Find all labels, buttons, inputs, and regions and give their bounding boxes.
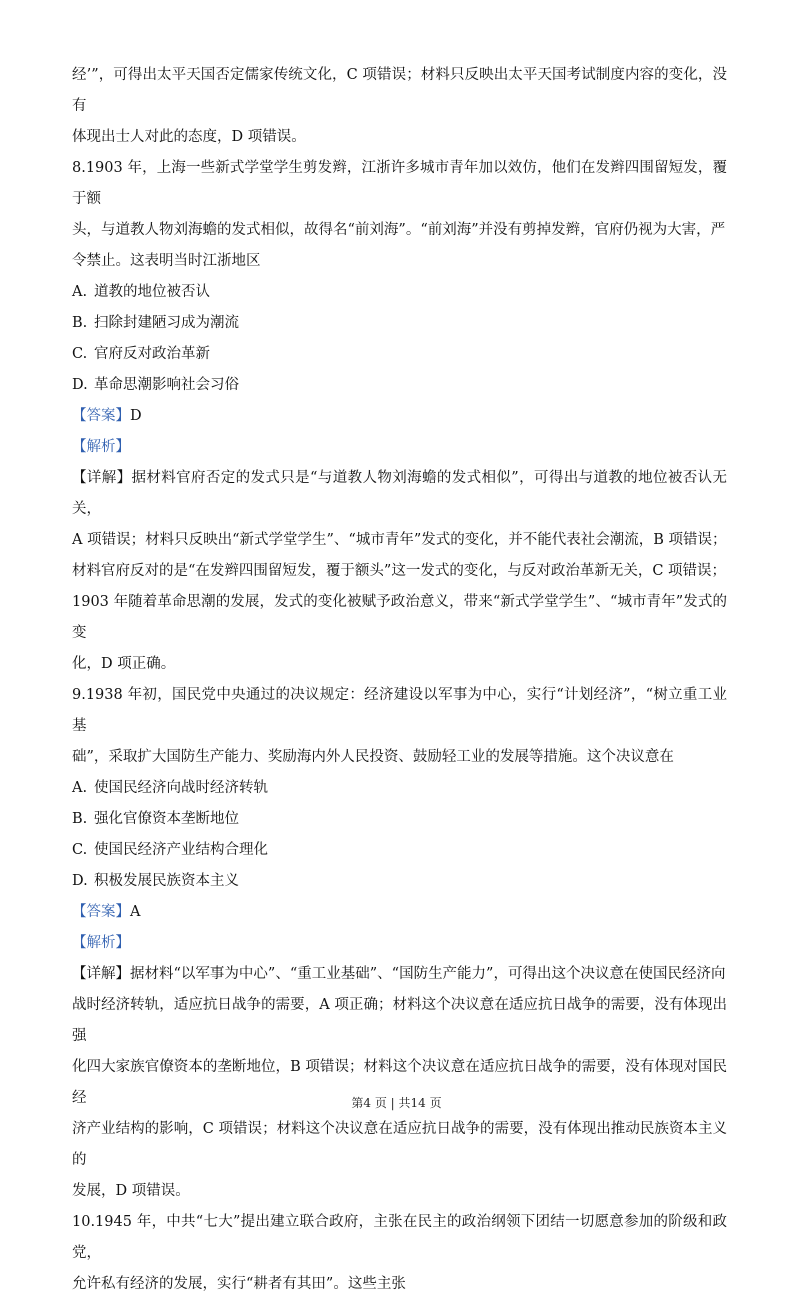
page-footer: 第4 页 | 共14 页 <box>351 1096 442 1110</box>
question-9 <box>72 680 727 1207</box>
q9-option-c: C. 使国民经济产业结构合理化 <box>72 842 268 858</box>
detail-tag: 【详解】 <box>72 470 132 486</box>
q8-option-a: A. 道教的地位被否认 <box>72 284 210 300</box>
q8-stem-line: 8.1903 年，上海一些新式学堂学生剪发辫，江浙许多城市青年加以效仿，他们在发辫四围留短发，覆于额 <box>72 160 727 207</box>
q10-stem-line: 允许私有经济的发展，实行“耕者有其田”。这些主张 <box>72 1276 406 1292</box>
q9-answer <box>72 897 727 928</box>
detail-tag: 【详解】 <box>72 966 130 982</box>
document-page <box>72 60 727 1300</box>
q9-detail-line: 战时经济转轨，适应抗日战争的需要，A 项正确；材料这个决议意在适应抗日战争的需要，没有体现出强 <box>72 997 727 1044</box>
q9-detail-line: 发展，D 项错误。 <box>72 1183 190 1199</box>
q9-option-a: A. 使国民经济向战时经济转轨 <box>72 780 268 796</box>
q9-detail-line: 化四大家族官僚资本的垄断地位，B 项错误；材料这个决议意在适应抗日战争的需要，没有体现对国民经 <box>72 1059 727 1106</box>
q8-detail-line: A 项错误；材料只反映出“新式学堂学生”、“城市青年”发式的变化，并不能代表社会潮流，B 项错误； <box>72 532 727 548</box>
q8-option-c: C. 官府反对政治革新 <box>72 346 210 362</box>
q8-detail-line: 1903 年随着革命思潮的发展，发式的变化被赋予政治意义，带来“新式学堂学生”、“城市青年”发式的变 <box>72 594 727 641</box>
q9-stem-line: 9.1938 年初，国民党中央通过的决议规定：经济建设以军事为中心，实行“计划经济”，“树立重工业基 <box>72 687 727 734</box>
q8-detail-line: 化，D 项正确。 <box>72 656 176 672</box>
q8-detail-line: 【详解】据材料官府否定的发式只是“与道教人物刘海蟾的发式相似”，可得出与道教的地位被否认无关， <box>72 470 727 517</box>
q9-detail-line: 济产业结构的影响，C 项错误；材料这个决议意在适应抗日战争的需要，没有体现出推动民族资本主义的 <box>72 1121 727 1168</box>
analysis-tag: 【解析】 <box>72 935 130 951</box>
q8-stem-line: 头，与道教人物刘海蟾的发式相似，故得名“前刘海”。“前刘海”并没有剪掉发辫，官府仍视为大害，严 <box>72 222 726 238</box>
continuation-line-1: 经’”，可得出太平天国否定儒家传统文化，C 项错误；材料只反映出太平天国考试制度内容的变化，没有 <box>72 67 727 114</box>
question-10 <box>72 1207 727 1300</box>
q8-analysis <box>72 432 727 463</box>
q9-analysis <box>72 928 727 959</box>
question-8 <box>72 153 727 680</box>
q10-stem-line: 10.1945 年，中共“七大”提出建立联合政府，主张在民主的政治纲领下团结一切愿意参加的阶级和政党， <box>72 1214 727 1261</box>
continuation-line-2: 体现出士人对此的态度，D 项错误。 <box>72 129 306 145</box>
q8-answer <box>72 401 727 432</box>
answer-tag: 【答案】 <box>72 904 130 920</box>
analysis-tag: 【解析】 <box>72 439 130 455</box>
answer-value: A <box>130 904 141 920</box>
q8-detail-line: 材料官府反对的是“在发辫四围留短发，覆于额头”这一发式的变化，与反对政治革新无关，C 项错误； <box>72 563 727 579</box>
q9-detail-line: 【详解】据材料“以军事为中心”、“重工业基础”、“国防生产能力”，可得出这个决议意在使国民经济向 <box>72 966 726 982</box>
q8-option-d: D. 革命思潮影响社会习俗 <box>72 377 239 393</box>
q9-stem-line: 础”，采取扩大国防生产能力、奖励海内外人民投资、鼓励轻工业的发展等措施。这个决议意在 <box>72 749 674 765</box>
q8-stem-line: 令禁止。这表明当时江浙地区 <box>72 253 261 269</box>
q8-option-b: B. 扫除封建陋习成为潮流 <box>72 315 239 331</box>
q9-option-d: D. 积极发展民族资本主义 <box>72 873 239 889</box>
answer-tag: 【答案】 <box>72 408 130 424</box>
answer-value: D <box>130 408 142 424</box>
q9-option-b: B. 强化官僚资本垄断地位 <box>72 811 239 827</box>
